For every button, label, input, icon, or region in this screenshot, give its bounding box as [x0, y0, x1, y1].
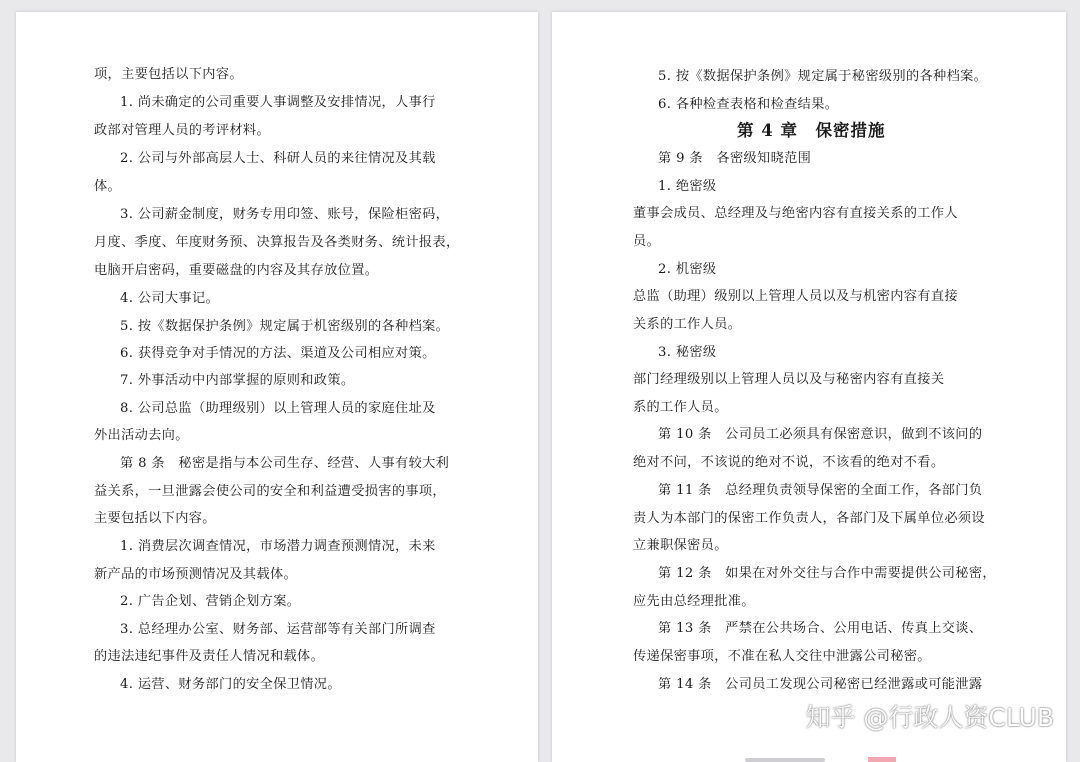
text-line: 3. 总经理办公室、财务部、运营部等有关部门所调查: [120, 622, 436, 637]
text-line: 4. 运营、财务部门的安全保卫情况。: [120, 677, 341, 692]
text-line: 的违法违纪事件及责任人情况和载体。: [94, 649, 325, 664]
corner-marker: [868, 757, 896, 762]
text-line: 2. 公司与外部高层人士、科研人员的来往情况及其载: [120, 151, 436, 166]
text-line: 新产品的市场预测情况及其载体。: [94, 567, 298, 582]
text-line: 员。: [633, 234, 661, 249]
text-line: 3. 公司薪金制度，财务专用印签、账号，保险柜密码，: [120, 207, 450, 222]
text-line: 关系的工作人员。: [633, 317, 742, 332]
text-line: 传递保密事项，不准在私人交往中泄露公司秘密。: [633, 649, 931, 664]
text-line: 1. 消费层次调查情况，市场潜力调查预测情况，未来: [120, 539, 436, 554]
text-line: 应先由总经理批准。: [633, 594, 755, 609]
text-line: 1. 尚未确定的公司重要人事调整及安排情况，人事行: [120, 95, 436, 110]
text-line: 总监（助理）级别以上管理人员以及与机密内容有直接: [633, 289, 958, 304]
text-line: 6. 获得竞争对手情况的方法、渠道及公司相应对策。: [120, 346, 436, 361]
text-line: 系的工作人员。: [633, 400, 728, 415]
text-line: 5. 按《数据保护条例》规定属于机密级别的各种档案。: [120, 319, 450, 334]
text-line: 月度、季度、年度财务预、决算报告及各类财务、统计报表，: [94, 235, 460, 250]
text-line: 4. 公司大事记。: [120, 291, 220, 306]
text-line: 7. 外事活动中内部掌握的原则和政策。: [120, 373, 355, 388]
text-line: 部门经理级别以上管理人员以及与秘密内容有直接关: [633, 372, 945, 387]
text-line: 益关系，一旦泄露会使公司的安全和利益遭受损害的事项，: [94, 484, 446, 499]
text-line: 第 13 条 严禁在公共场合、公用电话、传真上交谈、: [658, 621, 983, 636]
text-line: 第 10 条 公司员工必须具有保密意识，做到不该问的: [658, 427, 983, 442]
text-line: 6. 各种检查表格和检查结果。: [658, 97, 839, 112]
text-line: 第 8 条 秘密是指与本公司生存、经营、人事有较大利: [120, 456, 450, 471]
text-line: 2. 机密级: [658, 262, 717, 277]
text-line: 3. 秘密级: [658, 345, 717, 360]
text-line: 第 12 条 如果在对外交往与合作中需要提供公司秘密，: [658, 566, 996, 581]
document-page-right: [552, 12, 1066, 762]
text-line: 第 9 条 各密级知晓范围: [658, 151, 812, 166]
text-line: 5. 按《数据保护条例》规定属于秘密级别的各种档案。: [658, 69, 988, 84]
text-line: 2. 广告企划、营销企划方案。: [120, 594, 301, 609]
text-line: 项，主要包括以下内容。: [94, 67, 243, 82]
text-line: 政部对管理人员的考评材料。: [94, 123, 270, 138]
text-line: 董事会成员、总经理及与绝密内容有直接关系的工作人: [633, 206, 958, 221]
zhihu-watermark: 知乎 @行政人资CLUB: [805, 703, 1054, 732]
text-line: 绝对不问，不该说的绝对不说，不该看的绝对不看。: [633, 455, 945, 470]
text-line: 1. 绝密级: [658, 179, 717, 194]
text-line: 责人为本部门的保密工作负责人，各部门及下属单位必须设: [633, 511, 985, 526]
text-line: 外出活动去向。: [94, 428, 189, 443]
text-line: 第 11 条 总经理负责领导保密的全面工作，各部门负: [658, 483, 983, 498]
text-line: 立兼职保密员。: [633, 538, 728, 553]
chapter-title: 第 4 章 保密措施: [737, 121, 886, 140]
document-page-left: [16, 12, 538, 762]
text-line: 主要包括以下内容。: [94, 511, 216, 526]
text-line: 第 14 条 公司员工发现公司秘密已经泄露或可能泄露: [658, 677, 983, 692]
text-line: 电脑开启密码，重要磁盘的内容及其存放位置。: [94, 263, 379, 278]
text-line: 8. 公司总监（助理级别）以上管理人员的家庭住址及: [120, 401, 436, 416]
text-line: 体。: [94, 179, 122, 194]
horizontal-scrollbar-thumb[interactable]: [745, 758, 825, 762]
